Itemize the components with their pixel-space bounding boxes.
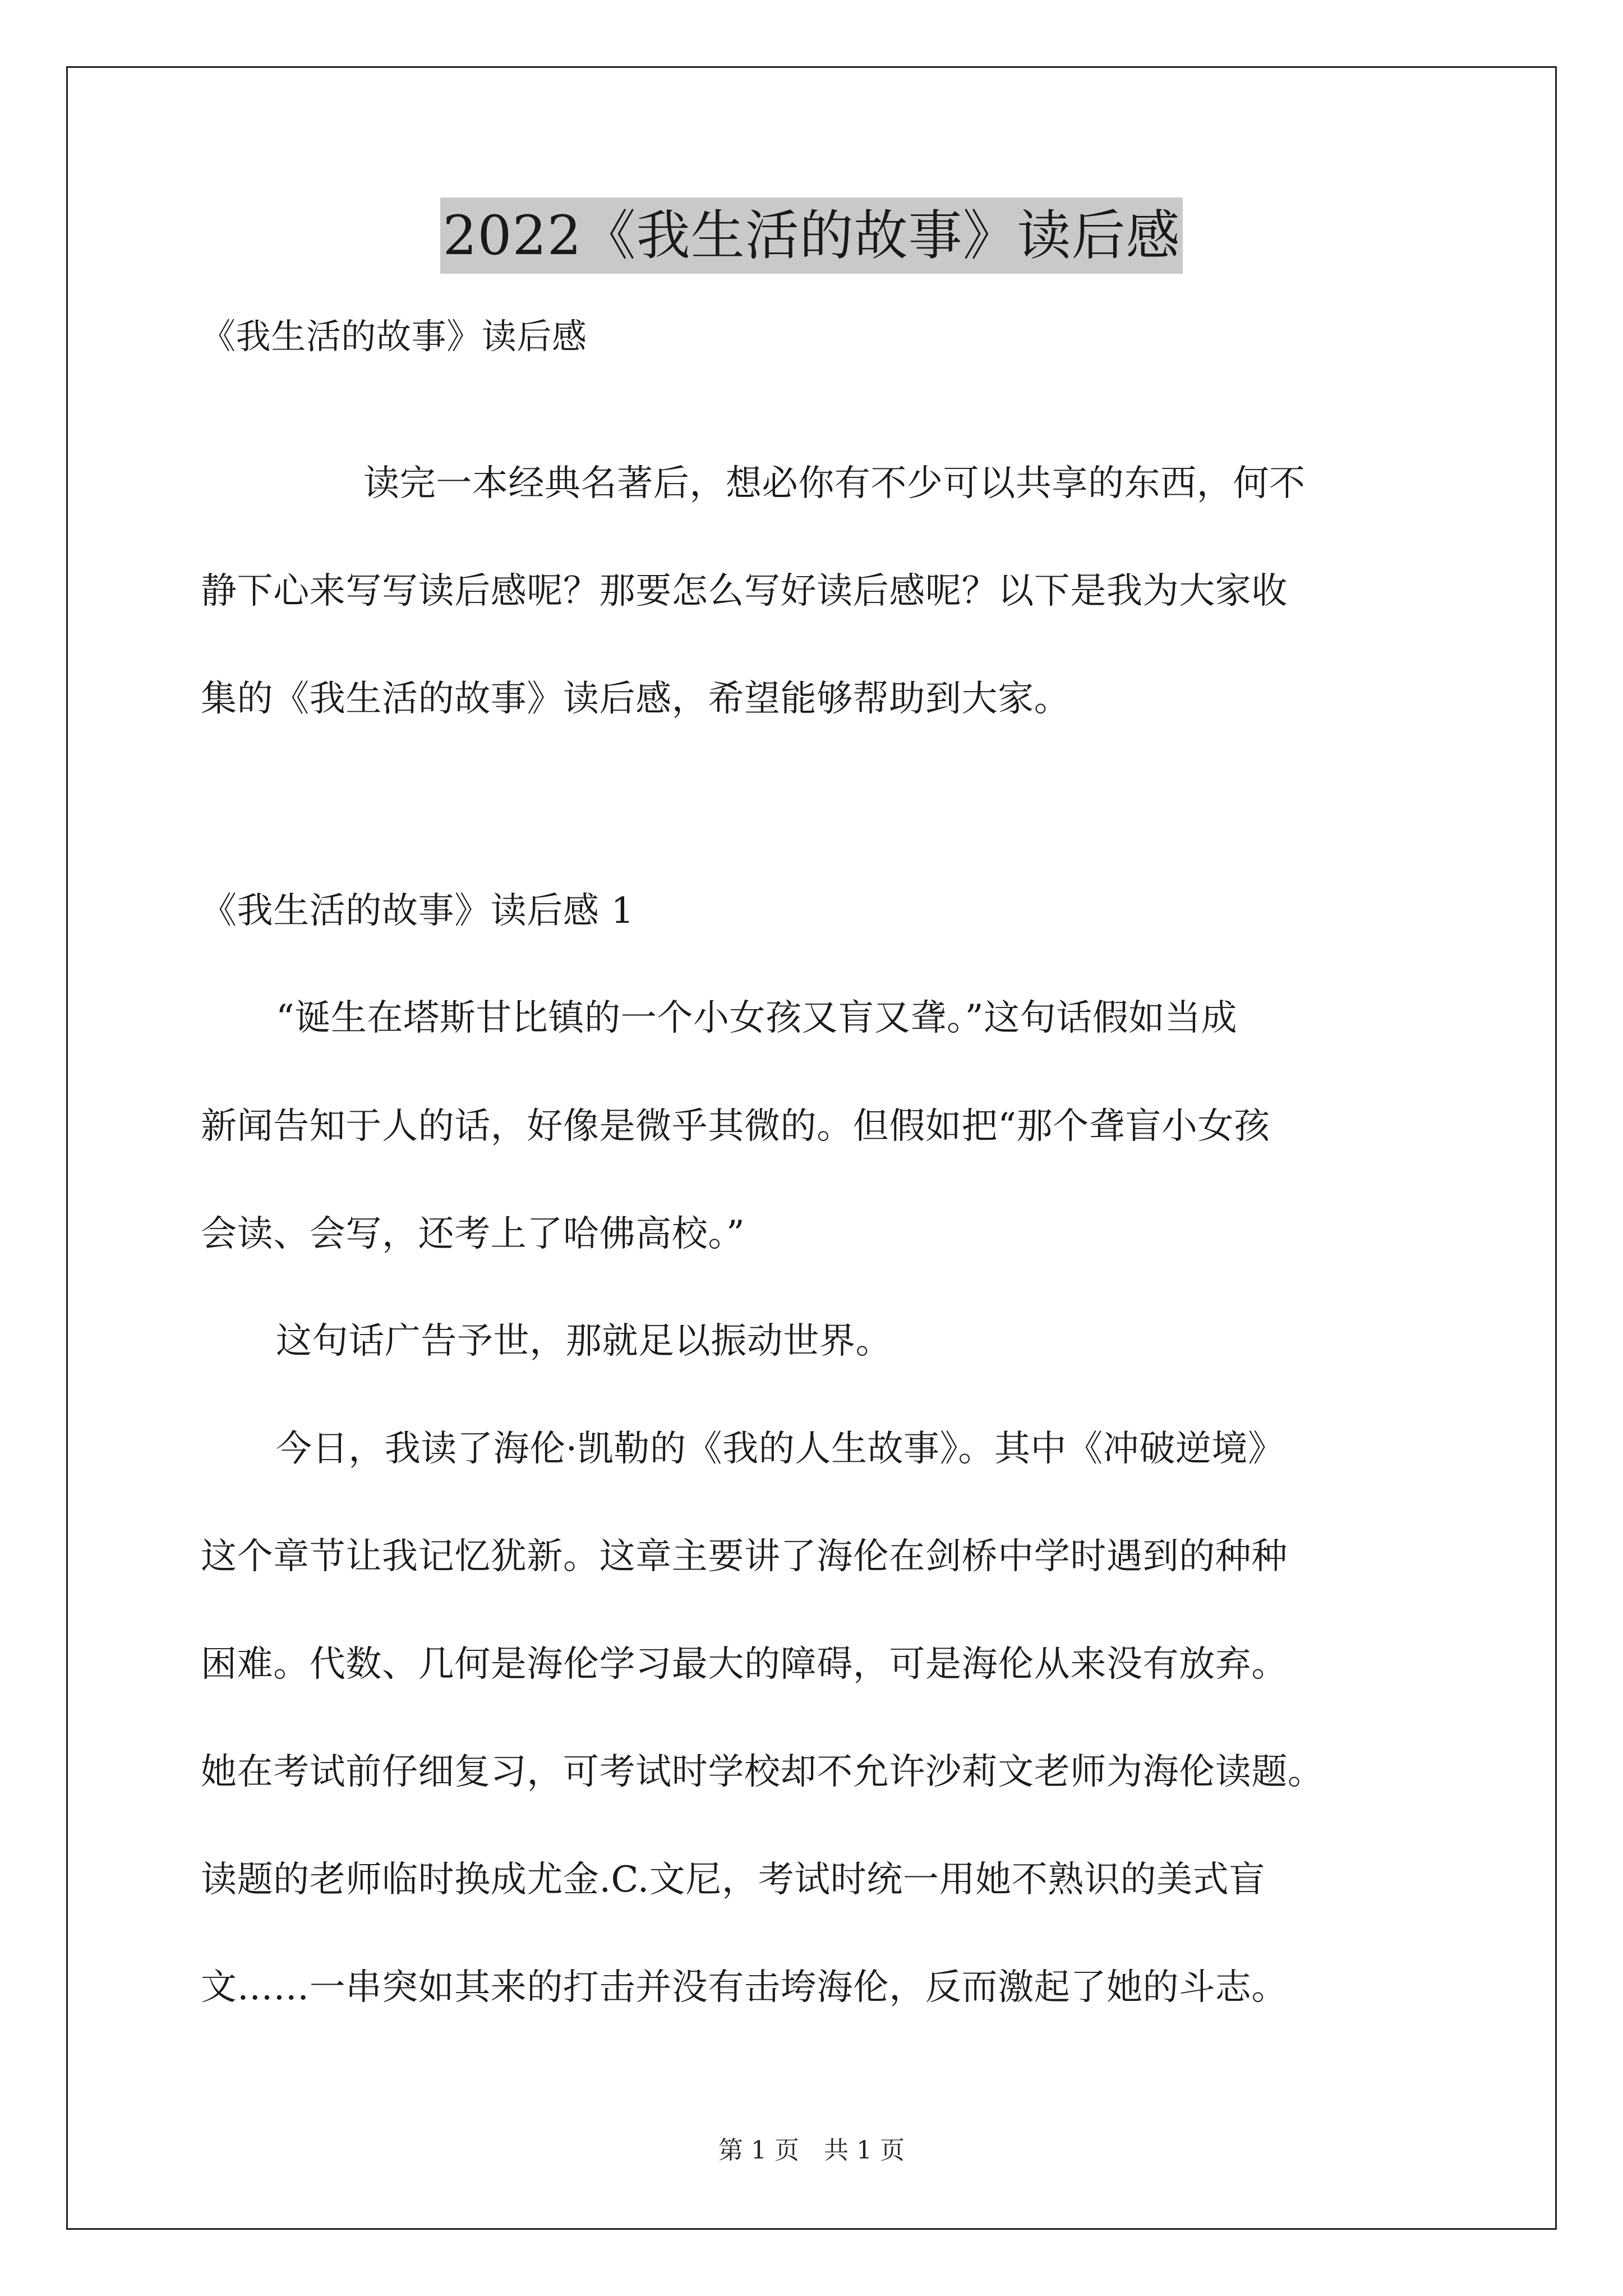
paragraph-line: 读题的老师临时换成尤金.C.文尼，考试时统一用她不熟识的美式盲 xyxy=(201,1859,1265,1901)
paragraph-line: 集的《我生活的故事》读后感，希望能够帮助到大家。 xyxy=(201,678,1071,720)
paragraph-line: 静下心来写写读后感呢？那要怎么写好读后感呢？以下是我为大家收 xyxy=(201,570,1288,612)
paragraph-line: 今日，我读了海伦·凯勒的《我的人生故事》。其中《冲破逆境》 xyxy=(276,1428,1284,1470)
paragraph-line: 新闻告知于人的话，好像是微乎其微的。但假如把“那个聋盲小女孩 xyxy=(201,1106,1270,1147)
paragraph-line: 文……一串突如其来的打击并没有击垮海伦，反而激起了她的斗志。 xyxy=(201,1967,1288,2008)
section-subtitle: 《我生活的故事》读后感 xyxy=(201,316,587,357)
paragraph-line: 这句话广告予世，那就足以振动世界。 xyxy=(276,1320,892,1362)
document-title: 2022《我生活的故事》读后感 xyxy=(440,197,1182,274)
section-heading: 《我生活的故事》读后感 1 xyxy=(201,890,634,932)
paragraph-line: 读完一本经典名著后，想必你有不少可以共享的东西，何不 xyxy=(363,463,1306,504)
document-title-wrapper xyxy=(0,197,1623,274)
paragraph-line: “诞生在塔斯甘比镇的一个小女孩又肓又聋。”这句话假如当成 xyxy=(276,997,1238,1039)
paragraph-line: 困难。代数、几何是海伦学习最大的障碍，可是海伦从来没有放弃。 xyxy=(201,1644,1288,1685)
paragraph-line: 这个章节让我记忆犹新。这章主要讲了海伦在剑桥中学时遇到的种种 xyxy=(201,1536,1288,1577)
page-number: 第 1 页 共 1 页 xyxy=(718,2136,905,2165)
paragraph-line: 会读、会写，还考上了哈佛高校。” xyxy=(201,1213,745,1255)
paragraph-line: 她在考试前仔细复习，可考试时学校却不允许沙莉文老师为海伦读题。 xyxy=(201,1751,1324,1793)
